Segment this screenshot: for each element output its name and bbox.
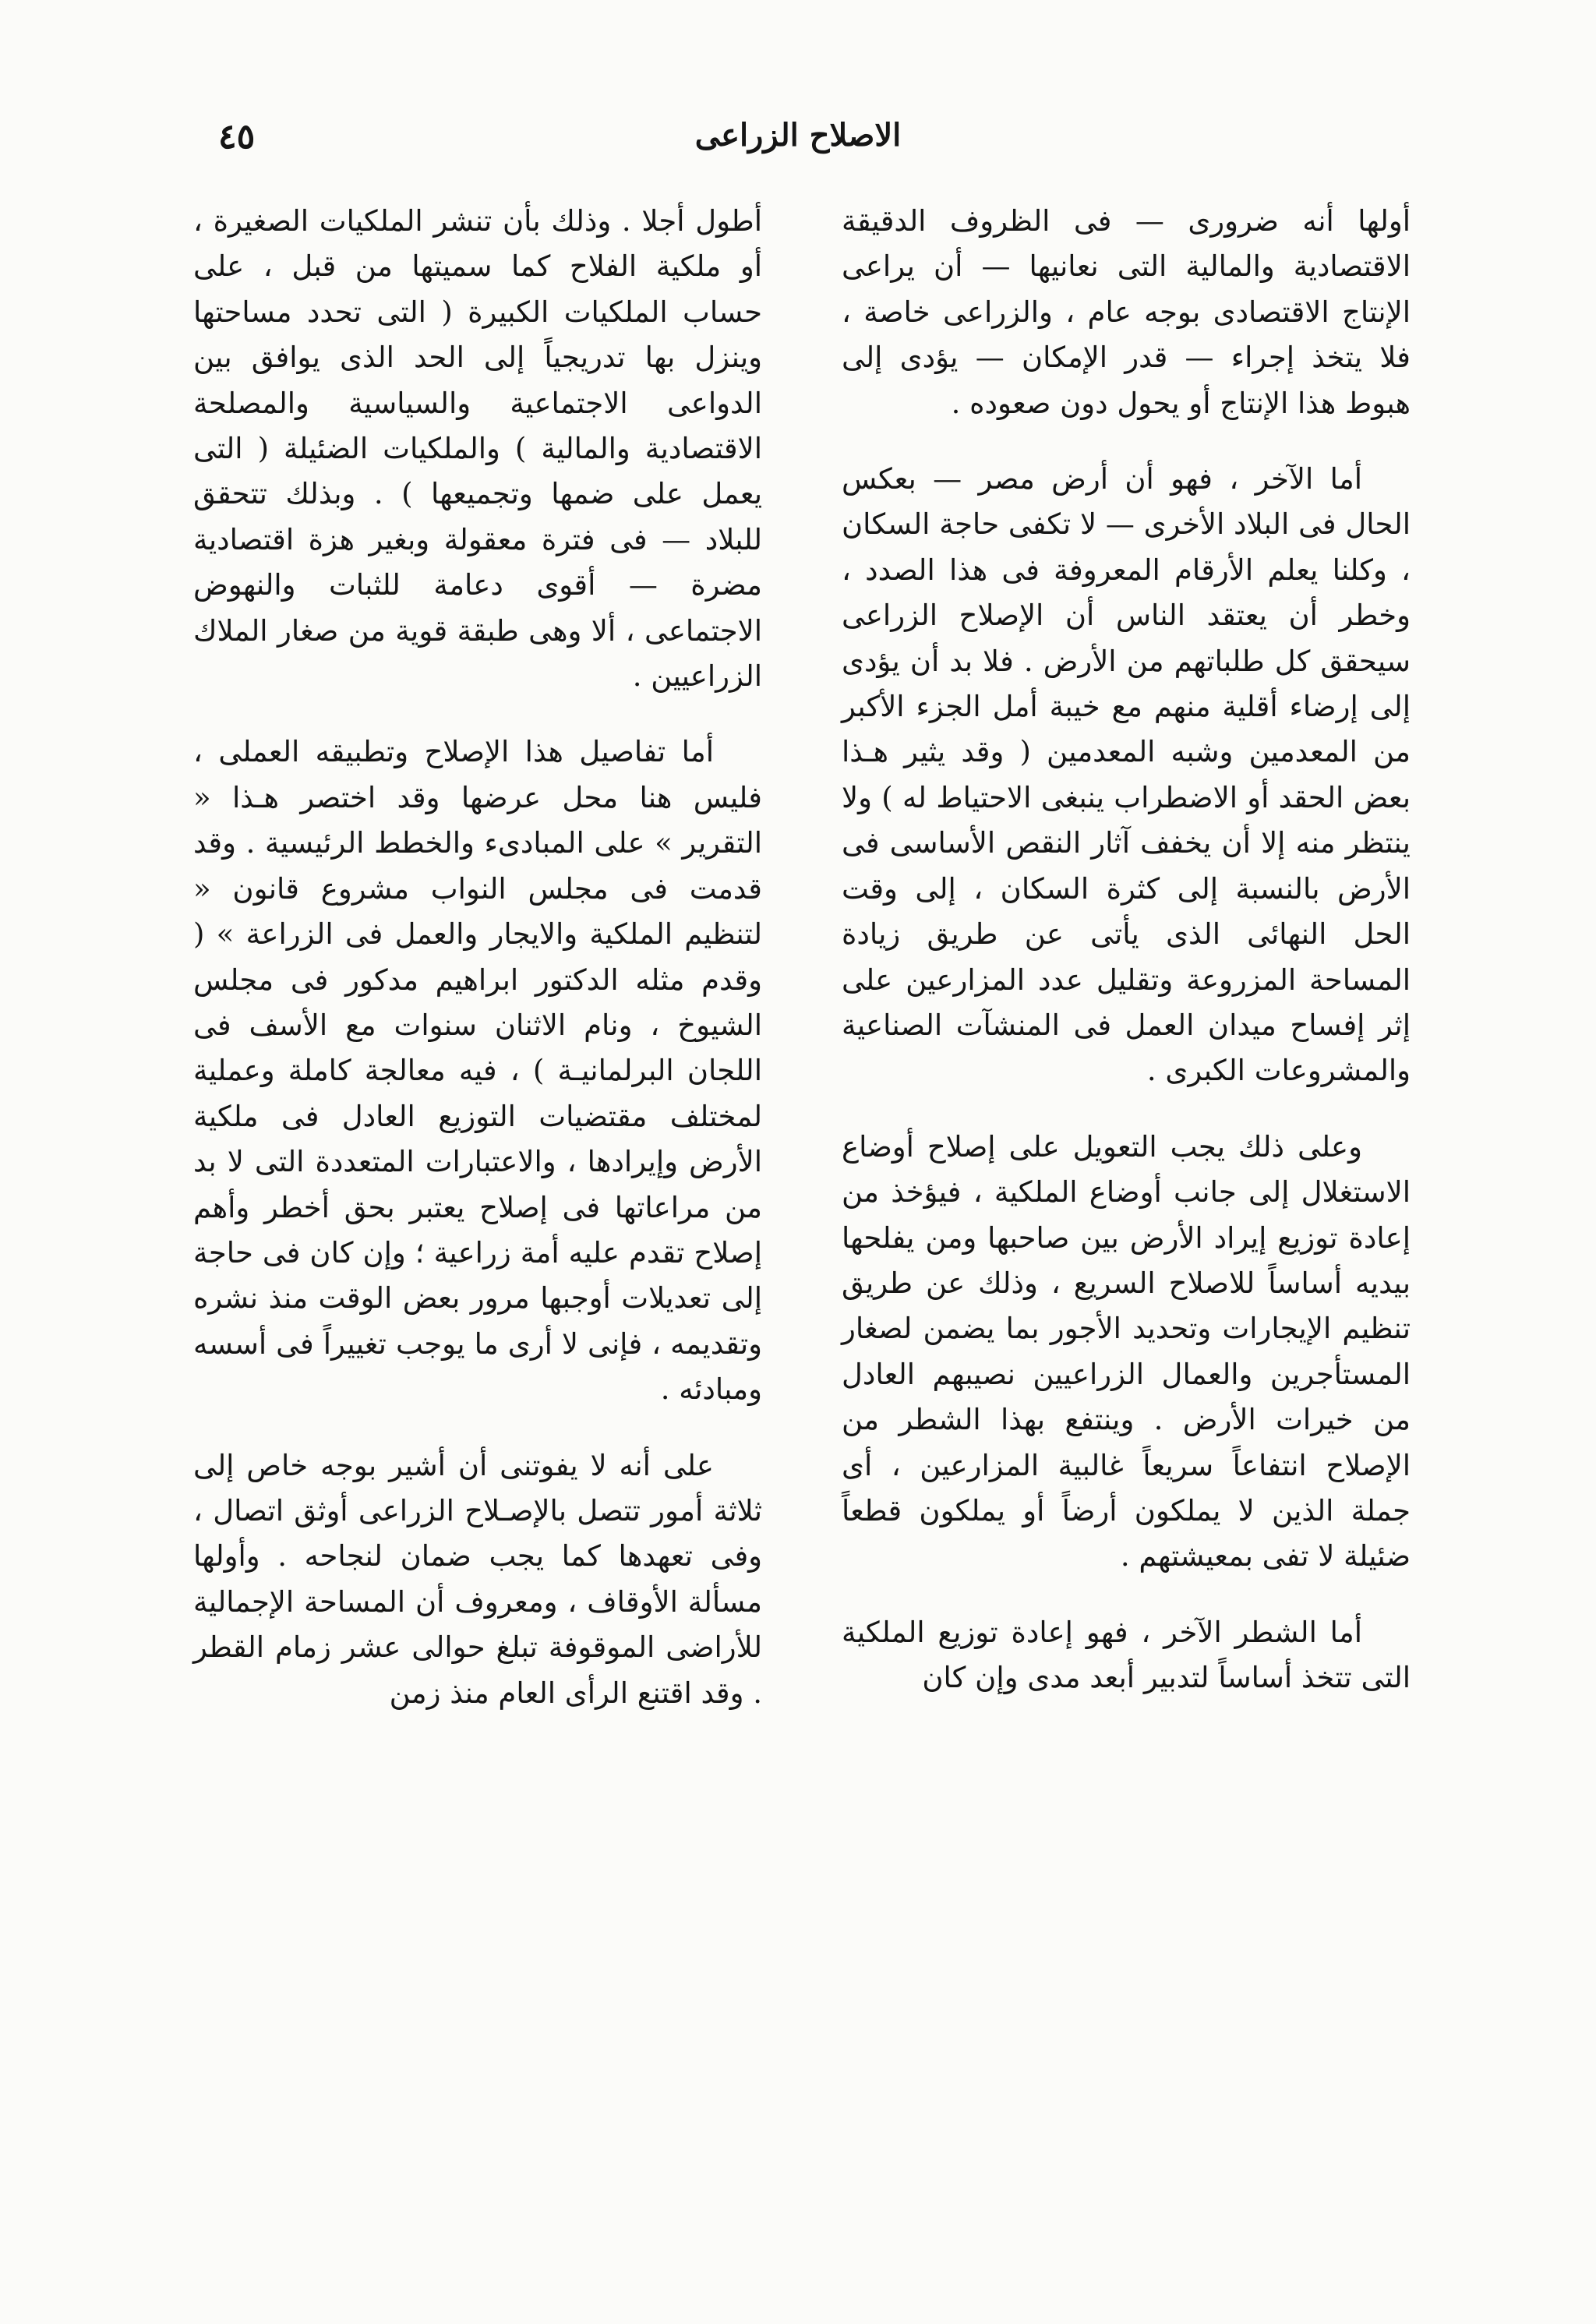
- paragraph: أما الشطر الآخر ، فهو إعادة توزيع الملكية التى تتخذ أساساً لتدبير أبعد مدى وإن كان: [842, 1615, 1411, 1695]
- right-column: [842, 199, 1411, 1732]
- paragraph: أما الآخر ، فهو أن أرض مصر — بعكس الحال فى البلاد الأخرى — لا تكفى حاجة السكان ، وكلنا يعلم الأرقام المعروفة فى هذا الصدد ، وخطر أن يعتقد الناس أن الإصلاح الزراعى سيحقق كل طلباتهم من الأرض . فلا بد أن يؤدى إلى إرضاء أقلية منهم مع خيبة أمل الجزء الأكبر من المعدمين وشبه المعدمين ( وقد يثير هـذا بعض الحقد أو الاضطراب ينبغى الاحتياط له ) ولا ينتظر منه إلا أن يخفف آثار النقص الأساسى فى الأرض بالنسبة إلى كثرة السكان ، إلى وقت الحل النهائى الذى يأتى عن طريق زيادة المساحة المزروعة وتقليل عدد المزارعين على إثر إفساح ميدان العمل فى المنشآت الصناعية والمشروعات الكبرى .: [842, 462, 1411, 1088]
- paragraph: أما تفاصيل هذا الإصلاح وتطبيقه العملى ، فليس هنا محل عرضها وقد اختصر هـذا « التقرير » على المبادىء والخطط الرئيسية . وقد قدمت فى مجلس النواب مشروع قانون « لتنظيم الملكية والايجار والعمل فى الزراعة » ( وقدم مثله الدكتور ابراهيم مدكور فى مجلس الشيوخ ، ونام الاثنان سنوات مع الأسف فى اللجان البرلمانيـة ) ، فيه معالجة كاملة وعملية لمختلف مقتضيات التوزيع العادل فى ملكية الأرض وإيرادها ، والاعتبارات المتعددة التى لا بد من مراعاتها فى إصلاح يعتبر بحق أخطر وأهم إصلاح تقدم عليه أمة زراعية ؛ وإن كان فى حاجة إلى تعديلات أوجبها مرور بعض الوقت منذ نشره وتقديمه ، فإنى لا أرى ما يوجب تغييراً فى أسسه ومبادئه .: [193, 735, 762, 1407]
- running-title: الاصلاح الزراعى: [694, 117, 902, 154]
- page-header: [195, 117, 1401, 179]
- paragraph: على أنه لا يفوتنى أن أشير بوجه خاص إلى ثلاثة أمور تتصل بالإصـلاح الزراعى أوثق اتصال ، وفى تعهدها كما يجب ضمان لنجاحه . وأولها مسألة الأوقاف ، ومعروف أن المساحة الإجمالية للأراضى الموقوفة تبلغ حوالى عشر زمام القطر . وقد اقتنع الرأى العام منذ زمن: [193, 1448, 762, 1710]
- paragraph: وعلى ذلك يجب التعويل على إصلاح أوضاع الاستغلال إلى جانب أوضاع الملكية ، فيؤخذ من إعادة توزيع إيراد الأرض بين صاحبها ومن يفلحها بيديه أساساً للاصلاح السريع ، وذلك عن طريق تنظيم الإيجارات وتحديد الأجور بما يضمن لصغار المستأجرين والعمال الزراعيين نصيبهم العادل من خيرات الأرض . وينتفع بهذا الشطر من الإصلاح انتفاعاً سريعاً غالبية المزارعين ، أى جملة الذين لا يملكون أرضاً أو يملكون قطعاً ضئيلة لا تفى بمعيشتهم .: [842, 1129, 1411, 1573]
- left-column: [193, 199, 762, 1747]
- page-number: ٤٥: [218, 117, 256, 157]
- paragraph: أولها أنه ضرورى — فى الظروف الدقيقة الاقتصادية والمالية التى نعانيها — أن يراعى الإنتاج الاقتصادى بوجه عام ، والزراعى خاصة ، فلا يتخذ إجراء — قدر الإمكان — يؤدى إلى هبوط هذا الإنتاج أو يحول دون صعوده .: [842, 204, 1411, 420]
- paragraph: أطول أجلا . وذلك بأن تنشر الملكيات الصغيرة ، أو ملكية الفلاح كما سميتها من قبل ، على حساب الملكيات الكبيرة ( التى تحدد مساحتها وينزل بها تدريجياً إلى الحد الذى يوافق بين الدواعى الاجتماعية والسياسية والمصلحة الاقتصادية والمالية ) والملكيات الضئيلة ( التى يعمل على ضمها وتجميعها ) . وبذلك تتحقق للبلاد — فى فترة معقولة وبغير هزة اقتصادية مضرة — أقوى دعامة للثبات والنهوض الاجتماعى ، ألا وهى طبقة قوية من صغار الملاك الزراعيين .: [193, 204, 762, 694]
